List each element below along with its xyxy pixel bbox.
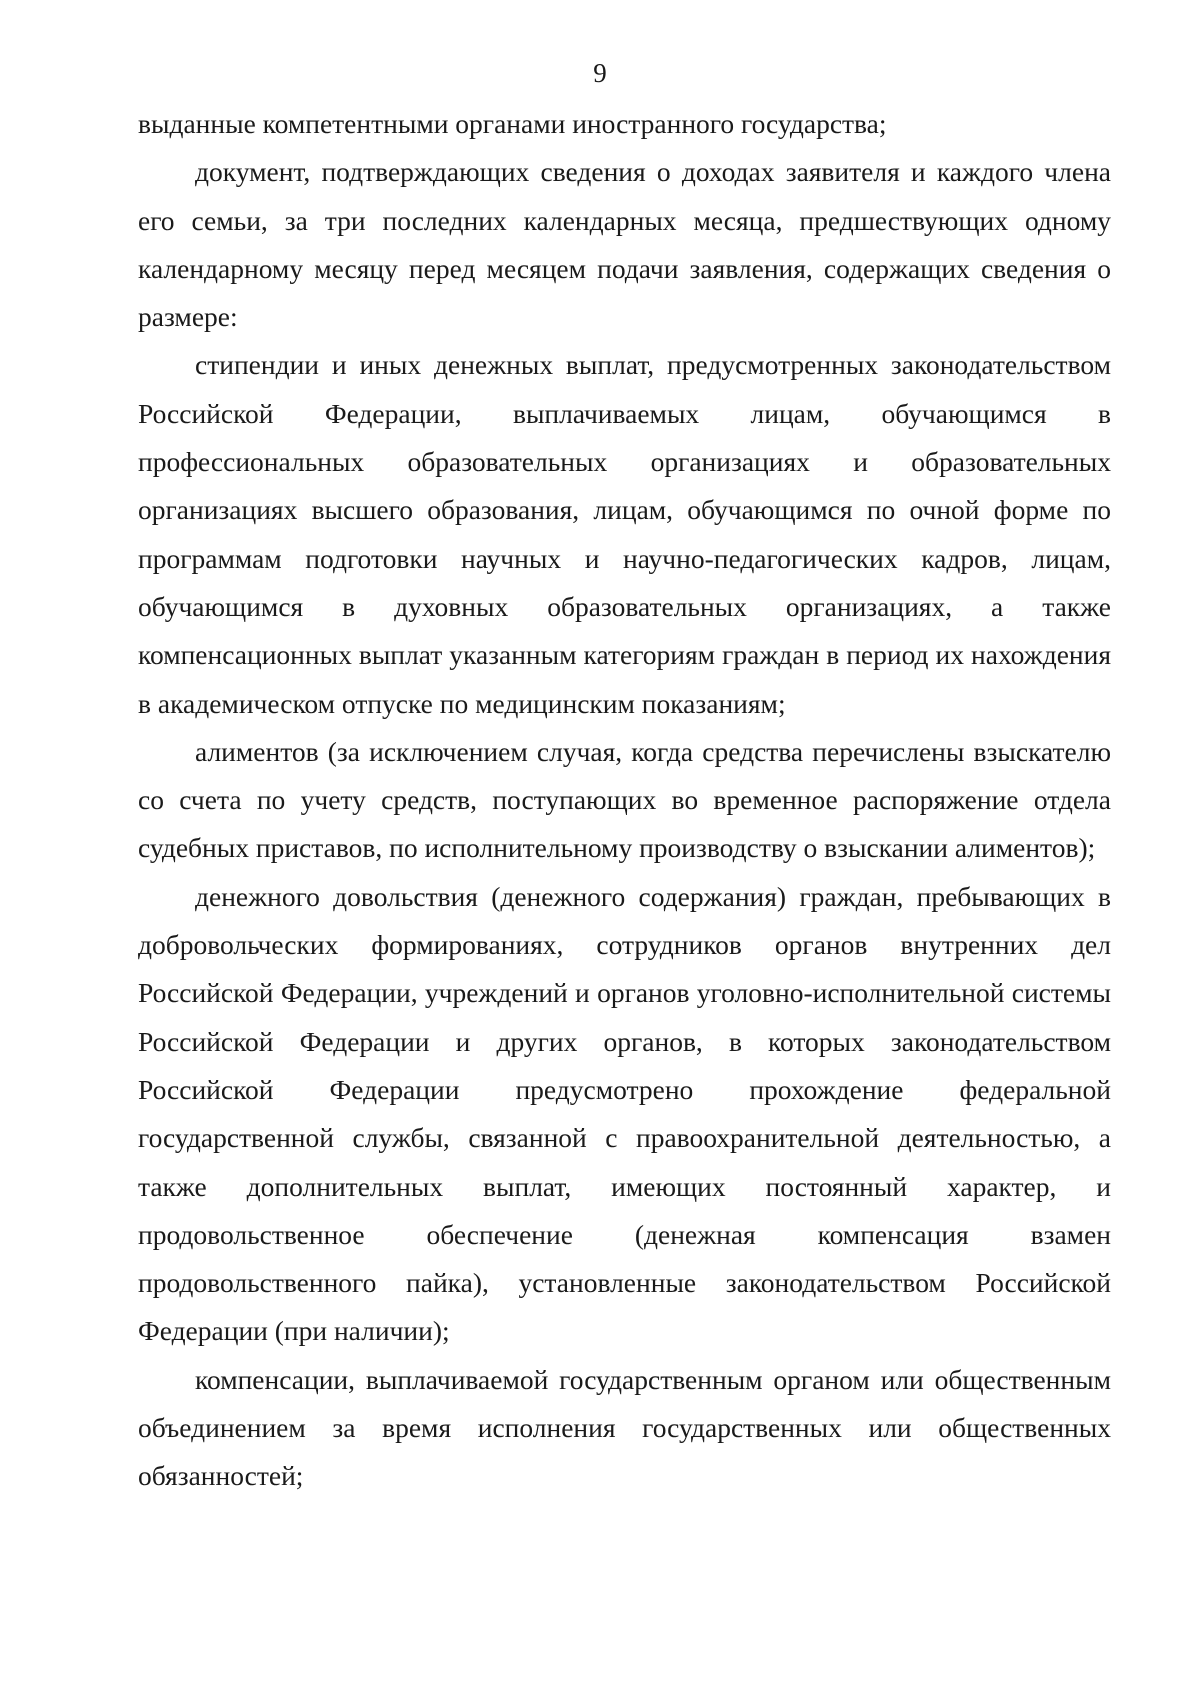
paragraph-alimony: алиментов (за исключением случая, когда средства перечислены взыскателю со счета по учету средств, поступающих во временное распоряжение отдела судебных приставов, по исполнительному производству о взыскании алиментов); <box>138 735 1111 864</box>
paragraph-income-documents: документ, подтверждающих сведения о доходах заявителя и каждого члена его семьи, за три последних календарных месяца, предшествующих одному календарному месяцу перед месяцем подачи заявления, содержащих сведения о размере: <box>138 156 1111 333</box>
paragraph-stipend: стипендии и иных денежных выплат, предусмотренных законодательством Российской Федерации, выплачиваемых лицам, обучающимся в профессиональных образовательных организациях и образовательных организациях высшего образования, лицам, обучающимся по очной форме по программам подготовки научных и научно-педагогических кадров, лицам, обучающимся в духовных образовательных организациях, а также компенсационных выплат указанным категориям граждан в период их нахождения в академическом отпуске по медицинским показаниям; <box>138 349 1111 719</box>
paragraph-continuation: выданные компетентными органами иностранного государства; <box>138 108 887 139</box>
page-number: 9 <box>593 58 607 88</box>
document-body <box>138 100 1111 1501</box>
paragraph-monetary-allowance: денежного довольствия (денежного содержания) граждан, пребывающих в добровольческих формированиях, сотрудников органов внутренних дел Российской Федерации, учреждений и органов уголовно-исполнительной системы Российской Федерации и других органов, в которых законодательством Российской Федерации предусмотрено прохождение федеральной государственной службы, связанной с правоохранительной деятельностью, а также дополнительных выплат, имеющих постоянный характер, и продовольственное обеспечение (денежная компенсация взамен продовольственного пайка), установленные законодательством Российской Федерации (при наличии); <box>138 880 1111 1347</box>
paragraph-compensation: компенсации, выплачиваемой государственным органом или общественным объединением за время исполнения государственных или общественных обязанностей; <box>138 1363 1111 1492</box>
